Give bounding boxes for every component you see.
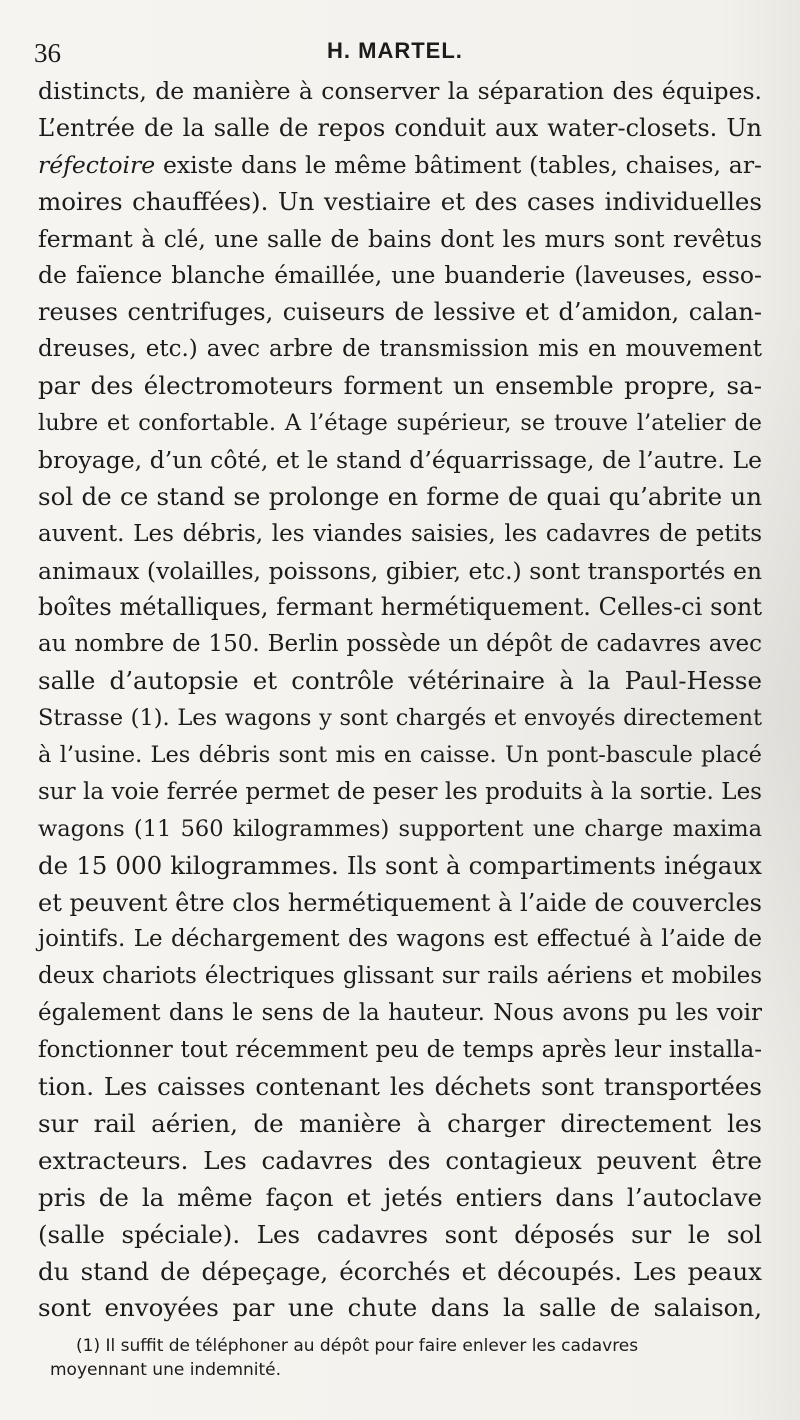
body-line: et peuvent être clos hermétiquement à l’aide de couvercles (38, 888, 762, 917)
body-line: réfectoire existe dans le même bâtiment (tables, chaises, ar- (38, 150, 762, 179)
body-line: sur la voie ferrée permet de peser les produits à la sortie. Les (38, 778, 762, 805)
body-line: également dans le sens de la hauteur. Nous avons pu les voir (38, 1000, 762, 1027)
body-text (38, 73, 762, 1327)
body-line: dreuses, etc.) avec arbre de transmission mis en mouvement (38, 336, 762, 363)
body-line: deux chariots électriques glissant sur rails aériens et mobiles (38, 963, 762, 990)
body-line: lubre et confortable. A l’étage supérieur, se trouve l’atelier de (38, 410, 762, 437)
body-line: distincts, de manière à conserver la séparation des équipes. (38, 77, 762, 105)
body-line: sont envoyées par une chute dans la salle de salaison, (38, 1293, 762, 1323)
body-line: jointifs. Le déchargement des wagons est effectué à l’aide de (38, 926, 762, 953)
body-line: fonctionner tout récemment peu de temps après leur installa- (38, 1037, 762, 1064)
body-line: pris de la même façon et jetés entiers dans l’autoclave (38, 1182, 762, 1212)
body-line: au nombre de 150. Berlin possède un dépôt de cadavres avec (38, 631, 762, 658)
running-head-author: H. MARTEL. (327, 38, 463, 63)
body-line: de faïence blanche émaillée, une buanderie (laveuses, esso- (38, 261, 762, 290)
body-line: à l’usine. Les débris sont mis en caisse. Un pont-bascule placé (38, 742, 762, 769)
body-line: boîtes métalliques, fermant hermétiquement. Celles-ci sont (38, 593, 762, 622)
body-line: par des électromoteurs forment un ensemble propre, sa- (38, 371, 762, 401)
body-line: Strasse (1). Les wagons y sont chargés et envoyés directement (38, 705, 762, 732)
body-line: wagons (11 560 kilogrammes) supportent une charge maxima (38, 815, 762, 842)
page-number: 36 (34, 38, 61, 68)
body-line: de 15 000 kilogrammes. Ils sont à compartiments inégaux (38, 850, 762, 880)
body-line: fermant à clé, une salle de bains dont les murs sont revêtus (38, 224, 762, 253)
body-line: auvent. Les débris, les viandes saisies, les cadavres de petits (38, 520, 762, 547)
running-head (30, 36, 765, 76)
footnote-line: moyennant une indemnité. (50, 1360, 282, 1380)
body-line: extracteurs. Les cadavres des contagieux peuvent être (38, 1145, 762, 1175)
body-line: reuses centrifuges, cuiseurs de lessive et d’amidon, calan- (38, 298, 762, 327)
body-line: broyage, d’un côté, et le stand d’équarrissage, de l’autre. Le (38, 445, 762, 474)
body-line: animaux (volailles, poissons, gibier, etc.) sont transportés en (38, 556, 762, 585)
footnote-line: (1) Il suffit de téléphoner au dépôt pour faire enlever les cadavres (76, 1336, 639, 1356)
footnote (50, 1334, 780, 1382)
body-line: L’entrée de la salle de repos conduit aux water-closets. Un (38, 113, 762, 142)
body-line: tion. Les caisses contenant les déchets sont transportées (38, 1072, 762, 1102)
body-line: du stand de dépeçage, écorchés et découpés. Les peaux (38, 1256, 762, 1286)
body-line: (salle spéciale). Les cadavres sont déposés sur le sol (38, 1219, 762, 1249)
body-line: sol de ce stand se prolonge en forme de quai qu’abrite un (38, 481, 762, 511)
body-line: moires chauffées). Un vestiaire et des cases individuelles (38, 186, 762, 216)
body-line: salle d’autopsie et contrôle vétérinaire à la Paul-Hesse (38, 666, 762, 696)
body-line: sur rail aérien, de manière à charger directement les (38, 1108, 762, 1138)
